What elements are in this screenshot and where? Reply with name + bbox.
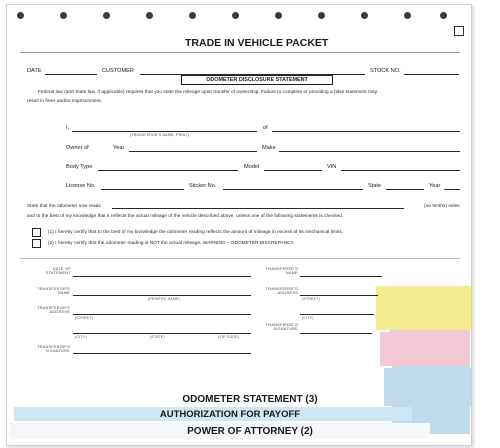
transferor-signature-label: TRANSFEROR'S SIGNATURE bbox=[36, 345, 70, 353]
stock-field[interactable] bbox=[404, 74, 459, 75]
of-field[interactable] bbox=[272, 131, 460, 132]
owner-of-label: Owner of bbox=[66, 145, 89, 151]
punch-hole bbox=[275, 12, 282, 19]
of-label: of bbox=[263, 125, 268, 131]
date-of-statement-field[interactable] bbox=[73, 276, 251, 277]
vin-field[interactable] bbox=[341, 170, 460, 171]
make-field[interactable] bbox=[279, 151, 460, 152]
make-label: Make bbox=[262, 145, 276, 151]
checkbox-discrepancy[interactable] bbox=[32, 239, 41, 248]
vin-label: VIN bbox=[327, 164, 337, 170]
street-sublabel-right: (STREET) bbox=[302, 297, 321, 301]
power-of-attorney-title: POWER OF ATTORNEY (2) bbox=[187, 426, 313, 437]
state-field[interactable] bbox=[386, 189, 424, 190]
reads-label: State that the odometer now reads bbox=[27, 203, 101, 208]
street-sublabel: (STREET) bbox=[75, 316, 94, 320]
printed-name-sublabel: (PRINTED NAME) bbox=[148, 297, 181, 301]
statement-1: (1) I hereby certify that to the best of my knowledge the odometer reading reflects the amount of mileage in excess of its mechanical limits. bbox=[48, 229, 344, 234]
punch-hole bbox=[189, 12, 196, 19]
transferor-name-sublabel: (TRANSFEROR'S NAME, PRINT) bbox=[130, 133, 190, 137]
transferor-printed-name-field[interactable] bbox=[73, 295, 251, 296]
transferee-name-field[interactable] bbox=[300, 276, 382, 277]
punch-hole bbox=[318, 12, 325, 19]
transferee-name-label: TRANSFEREE'S NAME bbox=[265, 267, 298, 275]
date-label: DATE bbox=[27, 68, 42, 74]
year-label: Year bbox=[113, 145, 125, 151]
federal-notice-line2: result in fines and/or imprisonment. bbox=[27, 98, 103, 103]
transferor-signature-field[interactable] bbox=[73, 353, 251, 354]
punch-hole bbox=[404, 12, 411, 19]
form-sheet bbox=[6, 4, 472, 446]
odometer-statement-title: ODOMETER STATEMENT (3) bbox=[182, 394, 318, 405]
transferor-name-label: TRANSFEROR'S NAME bbox=[36, 287, 70, 295]
punch-hole bbox=[103, 12, 110, 19]
transferee-city-field[interactable] bbox=[300, 314, 374, 315]
transferor-name-field[interactable] bbox=[72, 131, 257, 132]
license-field[interactable] bbox=[101, 189, 184, 190]
authorization-title: AUTHORIZATION FOR PAYOFF bbox=[159, 409, 301, 420]
title-rule bbox=[20, 52, 460, 53]
customer-label: CUSTOMER bbox=[102, 68, 134, 74]
model-label: Model bbox=[244, 164, 260, 170]
corner-checkbox[interactable] bbox=[454, 26, 464, 36]
punch-hole bbox=[60, 12, 67, 19]
odometer-heading: ODOMETER DISCLOSURE STATEMENT bbox=[181, 75, 333, 85]
date-field[interactable] bbox=[45, 74, 97, 75]
state-sublabel: (STATE) bbox=[150, 335, 165, 339]
date-of-statement-label: DATE OF STATEMENT bbox=[45, 267, 71, 275]
i-label: I, bbox=[66, 125, 70, 131]
year2-field[interactable] bbox=[444, 189, 460, 190]
transferee-signature-label: TRANSFEREE'S SIGNATURE bbox=[265, 323, 298, 331]
statement-2: (2) I hereby certify that the odometer reading is NOT the actual mileage. WARNING – ODOMETER DISCREPANCY. bbox=[48, 240, 295, 245]
state-label: State bbox=[368, 183, 382, 189]
transferor-address-label: TRANSFEROR'S ADDRESS bbox=[36, 306, 70, 314]
transferee-address-field[interactable] bbox=[300, 295, 378, 296]
sticker-field[interactable] bbox=[223, 189, 363, 190]
body-type-label: Body Type bbox=[66, 164, 93, 170]
sticker-label: Sticker No. bbox=[189, 183, 217, 189]
federal-notice-line1: Federal law (and State law, if applicable) requires that you state the mileage upon transfer of ownership. Failure to complete or providing a false statement may bbox=[38, 89, 378, 94]
punch-hole bbox=[146, 12, 153, 19]
year-field[interactable] bbox=[129, 151, 257, 152]
model-field[interactable] bbox=[264, 170, 322, 171]
transferee-signature-field[interactable] bbox=[300, 333, 372, 334]
section-rule bbox=[20, 258, 460, 259]
punch-hole bbox=[440, 12, 447, 19]
odometer-reading-field[interactable] bbox=[112, 208, 404, 209]
transferee-address-label: TRANSFEREE'S ADDRESS bbox=[265, 287, 298, 295]
checkbox-mechanical-limits[interactable] bbox=[32, 228, 41, 237]
best-knowledge-text: and to the best of my knowledge that it reflects the actual mileage of the vehicle described above, unless one of the following statements is checked. bbox=[27, 213, 344, 218]
city-sublabel: (CITY) bbox=[75, 335, 87, 339]
punch-hole bbox=[17, 12, 24, 19]
punch-hole bbox=[361, 12, 368, 19]
city-sublabel-right: (CITY) bbox=[302, 316, 314, 320]
tenths-label: (no tenths) miles bbox=[424, 203, 460, 208]
year2-label: Year bbox=[429, 183, 441, 189]
transferor-street-field[interactable] bbox=[73, 314, 251, 315]
stock-label: STOCK NO. bbox=[370, 68, 401, 74]
zip-sublabel: (ZIP CODE) bbox=[218, 335, 240, 339]
punch-hole bbox=[232, 12, 239, 19]
license-label: License No. bbox=[66, 183, 96, 189]
body-type-field[interactable] bbox=[98, 170, 238, 171]
transferor-city-state-zip-field[interactable] bbox=[73, 333, 251, 334]
page-title: TRADE IN VEHICLE PACKET bbox=[185, 37, 329, 49]
